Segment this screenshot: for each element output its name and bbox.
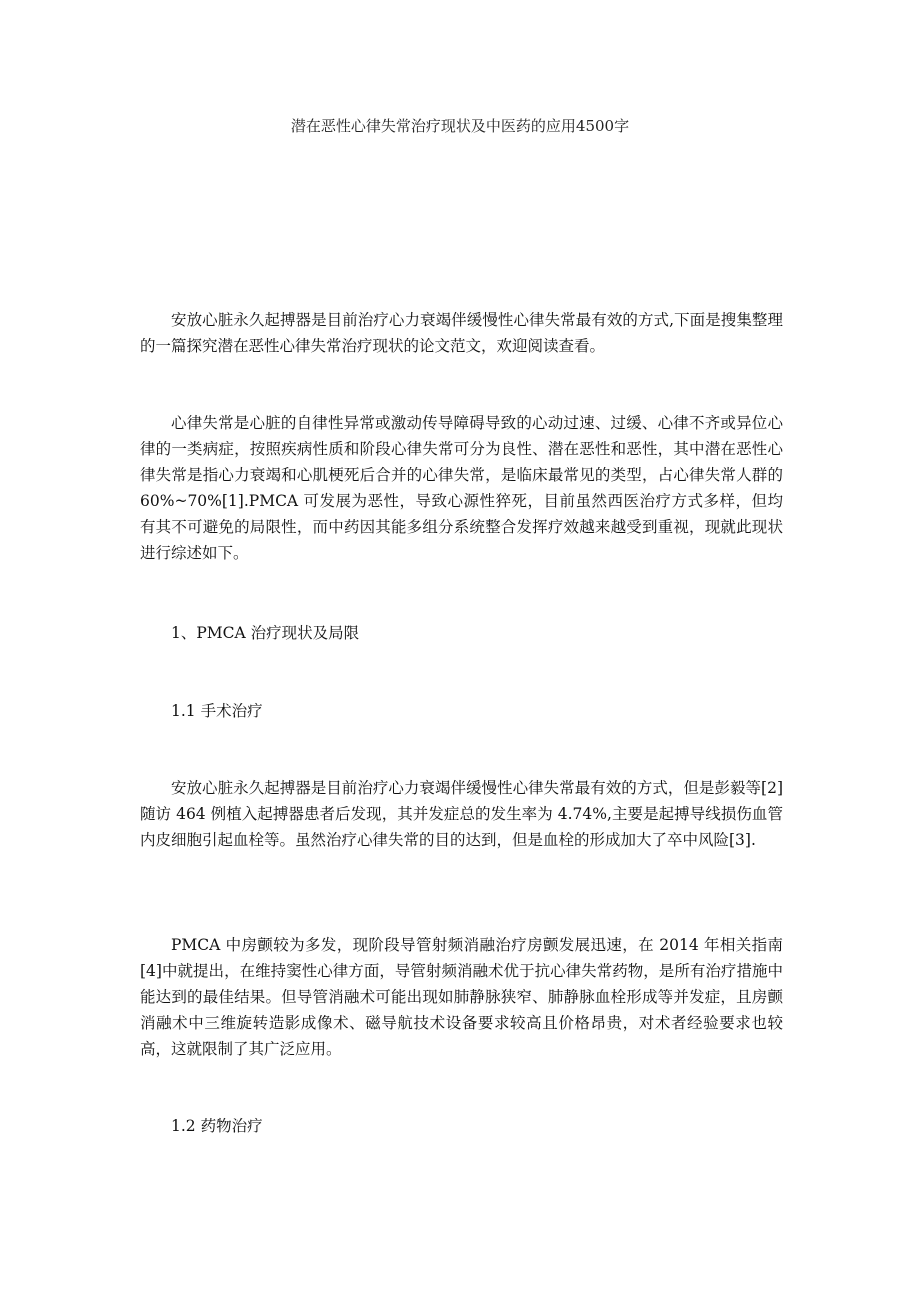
paragraph-background: 心律失常是心脏的自律性异常或激动传导障碍导致的心动过速、过缓、心律不齐或异位心律的一类病症，按照疾病性质和阶段心律失常可分为良性、潜在恶性和恶性，其中潜在恶性心律失常是指心力衰竭和心肌梗死后合并的心律失常，是临床最常见的类型，占心律失常人群的 60%~70%[1].PMCA 可发展为恶性，导致心源性猝死，目前虽然西医治疗方式多样，但均有其不可避免的局限性，而中药因其能多组分系统整合发挥疗效越来越受到重视，现就此现状进行综述如下。 (140, 414, 783, 562)
section-heading-1: 1、PMCA 治疗现状及局限 (171, 624, 360, 642)
paragraph-surgery: 安放心脏永久起搏器是目前治疗心力衰竭伴缓慢性心律失常最有效的方式，但是彭毅等[2]随访 464 例植入起搏器患者后发现，其并发症总的发生率为 4.74%,主要是起搏导线损伤血管内皮细胞引起血栓等。虽然治疗心律失常的目的达到，但是血栓的形成加大了卒中风险[3]. (140, 779, 783, 849)
subsection-heading-1-2: 1.2 药物治疗 (171, 1117, 263, 1135)
subsection-heading-1-1: 1.1 手术治疗 (171, 702, 263, 720)
paragraph-ablation: PMCA 中房颤较为多发，现阶段导管射频消融治疗房颤发展迅速，在 2014 年相关指南[4]中就提出，在维持窦性心律方面，导管射频消融术优于抗心律失常药物，是所有治疗措施中能达到的最佳结果。但导管消融术可能出现如肺静脉狭窄、肺静脉血栓形成等并发症，且房颤消融术中三维旋转造影成像术、磁导航技术设备要求较高且价格昂贵，对术者经验要求也较高，这就限制了其广泛应用。 (140, 936, 783, 1058)
intro-paragraph: 安放心脏永久起搏器是目前治疗心力衰竭伴缓慢性心律失常最有效的方式,下面是搜集整理的一篇探究潜在恶性心律失常治疗现状的论文范文，欢迎阅读查看。 (140, 311, 783, 355)
document-title: 潜在恶性心律失常治疗现状及中医药的应用4500字 (290, 117, 630, 135)
